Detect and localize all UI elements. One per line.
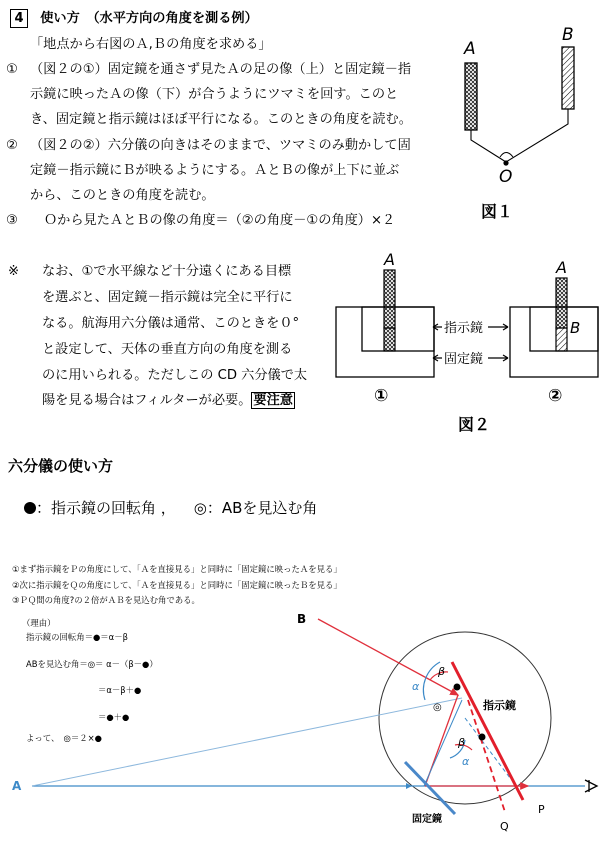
fig2-arrow-right-2 (488, 355, 508, 361)
note-last-line: 陽を見る場合はフィルターが必要。 (42, 393, 252, 408)
beta-label-lower: β (458, 736, 466, 749)
fig1-sight-lines (471, 109, 568, 162)
fig2-object-a-right (556, 278, 567, 328)
step-2-line-1: （図２の②）六分儀の向きはそのままで、ツマミのみ動かして固 (30, 138, 411, 153)
diagram-indicator-label: 指示鏡 (483, 699, 516, 712)
fig1-point-o (503, 160, 508, 165)
fig2-arrow-right-1 (488, 324, 508, 330)
fig1-object-a (465, 63, 477, 130)
usage-heading: 六分儀の使い方 (8, 457, 114, 475)
figure-1 (455, 20, 605, 230)
blue-dashed-line (465, 718, 510, 778)
note-line-3: なる。航海用六分儀は通常、このときを０° (42, 316, 300, 331)
ray-b-incoming (318, 619, 458, 695)
section-intro: 「地点から右図のＡ,Ｂの角度を求める」 (30, 37, 272, 52)
ray-a-to-mirror (32, 698, 462, 786)
indicator-mirror-p (452, 662, 523, 800)
fig1-angle-arc (500, 153, 513, 158)
fig1-label-b: B (562, 25, 574, 45)
step-1-line-2: 示鏡に映ったＡの像（下）が合うようにツマミを回す。このと (30, 87, 399, 102)
step-1-line-3: き、固定鏡と指示鏡はほぼ平行になる。このときの角度を読む。 (30, 112, 412, 127)
fig2-indicator-mirror-left (362, 307, 434, 351)
fig2-object-a-left (384, 270, 395, 328)
alpha-label-lower: α (462, 755, 470, 768)
step-1-marker: ① (6, 62, 18, 77)
note-line-2: を選ぶと、固定鏡－指示鏡は完全に平行に (42, 290, 293, 305)
reason-line-5: よって、 ◎＝２×● (26, 733, 102, 743)
beta-label-upper: β (438, 665, 446, 678)
section-title: 使い方 （水平方向の角度を測る例） (40, 11, 258, 26)
step-3-marker: ③ (6, 213, 18, 228)
fig2-fixed-mirror-right (510, 307, 598, 377)
reason-line-3: ＝α－β＋● (98, 685, 142, 695)
note-marker: ※ (8, 264, 20, 279)
step-2-marker: ② (6, 138, 18, 153)
usage-legend (24, 497, 317, 518)
diagram-label-b: B (297, 612, 307, 626)
note-line-5: のに用いられる。ただしこの CD 六分儀で太 (42, 368, 308, 383)
usage-step-1: ①まず指示鏡をＰの角度にして、「Ａを直接見る」と同時に「固定鏡に映ったＡを見る」 (12, 564, 342, 574)
fig2-caption: 図２ (458, 415, 491, 434)
fig2-num-right: ② (548, 386, 563, 406)
section-number: 4 (10, 9, 28, 28)
fig2-indicator-label: 指示鏡 (444, 321, 484, 336)
section-header (10, 6, 258, 31)
diagram-label-a: A (12, 779, 22, 793)
reason-line-4: ＝●＋● (98, 712, 130, 722)
fig1-caption: 図１ (481, 202, 514, 221)
diagram-circle-mark: ◎ (433, 702, 442, 713)
usage-step-3: ③ＰＱ間の角度?の２倍がＡＢを見込む角である。 (12, 595, 200, 605)
fig2-label-a-left: A (384, 250, 395, 269)
sextant-diagram (0, 600, 611, 842)
warning-badge: 要注意 (253, 393, 293, 408)
note-line-4: と設定して、天体の垂直方向の角度を測る (42, 342, 293, 357)
figure-2 (330, 245, 605, 440)
legend-dot-icon (24, 502, 36, 514)
fixed-mirror (405, 762, 455, 814)
legend-circle-icon: ◎ (193, 498, 207, 517)
reason-line-2: ABを見込む角＝◎＝ α－（β－●） (26, 659, 158, 669)
usage-step-2: ②次に指示鏡をＱの角度にして、「Ａを直接見る」と同時に「固定鏡に映ったＢを見る」 (12, 580, 342, 590)
rotation-dot-lower (479, 734, 486, 741)
fig2-num-left: ① (374, 386, 389, 406)
fig1-object-b (562, 47, 574, 109)
note-line-1: なお、①で水平線など十分遠くにある目標 (42, 264, 292, 279)
reason-label: （理由） (22, 618, 56, 628)
blue-normal-line (424, 700, 462, 786)
fig2-reflection-b-right (556, 328, 567, 351)
fig2-label-a-right: A (556, 258, 567, 277)
step-3-line-1: Ｏから見たＡとＢの像の角度＝（②の角度－①の角度）×２ (44, 213, 396, 228)
step-2-line-3: から、このときの角度を読む。 (30, 188, 215, 203)
legend-circle-label: ：ABを見込む角 (206, 499, 318, 517)
alpha-label-upper: α (412, 680, 420, 693)
step-1-line-1: （図２の①）固定鏡を通さず見たＡの足の像（上）と固定鏡－指 (30, 62, 412, 77)
reason-line-1: 指示鏡の回転角＝●＝α－β (26, 632, 128, 642)
note-line-6 (42, 388, 295, 413)
fig2-fixed-label: 固定鏡 (444, 352, 484, 367)
fig2-label-b: B (570, 319, 581, 337)
diagram-fixed-label: 固定鏡 (412, 814, 442, 825)
step-2-line-2: 定鏡－指示鏡にＢが映るようにする。ＡとＢの像が上下に並ぶ (30, 163, 400, 178)
fig1-label-a: A (464, 39, 476, 59)
rotation-dot-upper (454, 684, 461, 691)
eye-icon (585, 780, 597, 792)
fig2-reflection-a-left (384, 328, 395, 351)
legend-dot-label: ：指示鏡の回転角 ， (36, 499, 176, 517)
fig1-label-o: O (499, 167, 513, 187)
diagram-label-p: P (538, 803, 545, 816)
diagram-label-q: Q (500, 820, 509, 833)
